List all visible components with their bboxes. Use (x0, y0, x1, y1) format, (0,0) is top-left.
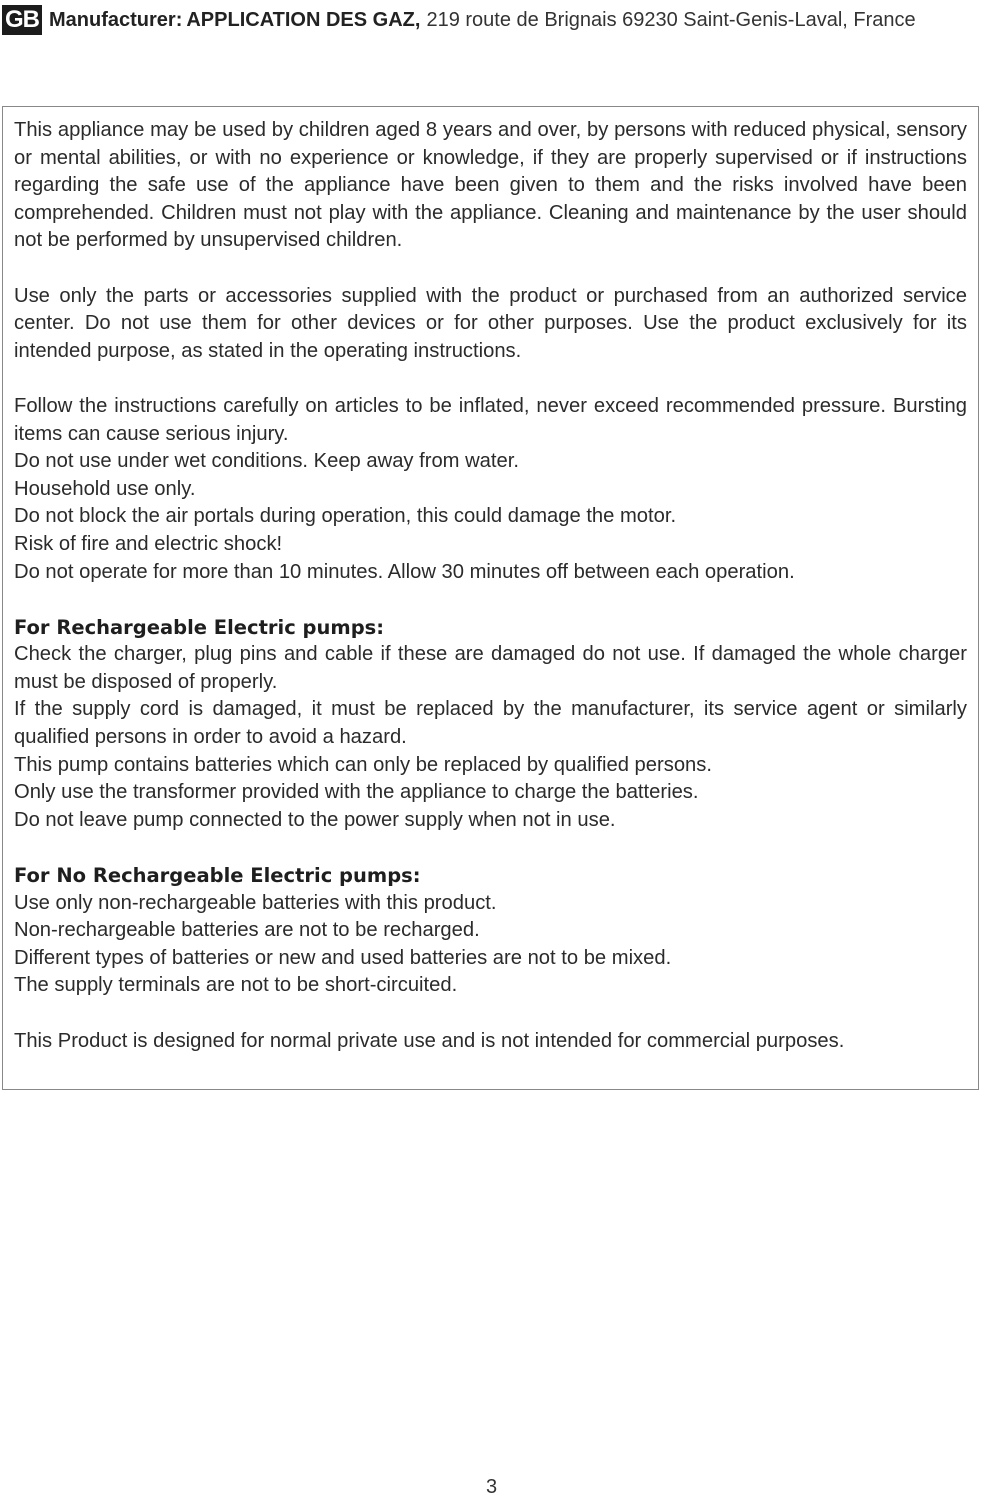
rechargeable-item: Check the charger, plug pins and cable if these are damaged do not use. If damaged the whole charger must be disposed of properly. (14, 643, 967, 693)
warning-air-portals-line: Do not block the air portals during operation, this could damage the motor. (14, 505, 677, 528)
rechargeable-item: Do not leave pump connected to the power supply when not in use. (14, 808, 616, 831)
page-number: 3 (485, 1476, 498, 1498)
rechargeable-item: Only use the transformer provided with the appliance to charge the batteries. (14, 781, 699, 804)
rechargeable-item: This pump contains batteries which can only be replaced by qualified persons. (14, 753, 712, 776)
rechargeable-heading: For Rechargeable Electric pumps: (14, 615, 385, 639)
paragraph-gap (14, 834, 967, 862)
non-rechargeable-heading: For No Rechargeable Electric pumps: (14, 864, 421, 888)
warning-inflation-line: Follow the instructions carefully on articles to be inflated, never exceed recommended pressure. Bursting items can cause serious injury. (14, 394, 967, 445)
paragraph-gap (14, 255, 967, 283)
warning-fire-shock-line: Risk of fire and electric shock! (14, 532, 283, 555)
rechargeable-item: If the supply cord is damaged, it must be replaced by the manufacturer, its service agent or similarly qualified persons in order to avoid a hazard. (14, 698, 967, 749)
manufacturer-address: 219 route de Brignais 69230 Saint-Genis-Laval, France (426, 8, 916, 31)
warning-operation-time-line: Do not operate for more than 10 minutes. Allow 30 minutes off between each operation. (14, 560, 795, 583)
non-rechargeable-item: Use only non-rechargeable batteries with this product. (14, 891, 497, 914)
manufacturer-name: APPLICATION DES GAZ, (186, 8, 421, 31)
warning-children-paragraph: This appliance may be used by children aged 8 years and over, by persons with reduced physical, sensory or mental abilities, or with no experience or knowledge, if they are properly supervised or if instructions regarding the safe use of the appliance have been given to them and the risks involved have been comprehended. Children must not play with the appliance. Cleaning and maintenance by the user should not be performed by unsupervised children. (14, 119, 967, 252)
warning-accessories-paragraph: Use only the parts or accessories supplied with the product or purchased from an authorized service center. Do not use them for other devices or for other purposes. Use the product exclusively for its intended purpose, as stated in the operating instructions. (14, 284, 967, 362)
non-rechargeable-item: Different types of batteries or new and used batteries are not to be mixed. (14, 946, 672, 969)
page-header (2, 4, 916, 36)
non-rechargeable-item: Non-rechargeable batteries are not to be recharged. (14, 919, 480, 942)
warning-household-line: Household use only. (14, 477, 196, 500)
paragraph-gap (14, 1000, 967, 1028)
paragraph-gap (14, 586, 967, 614)
warning-wet-conditions-line: Do not use under wet conditions. Keep away from water. (14, 450, 519, 473)
language-badge: GB (2, 5, 42, 35)
safety-warnings-box (2, 106, 979, 1090)
manufacturer-label: Manufacturer: (49, 8, 183, 31)
paragraph-gap (14, 365, 967, 393)
non-rechargeable-item: The supply terminals are not to be short-circuited. (14, 974, 458, 997)
closing-statement: This Product is designed for normal private use and is not intended for commercial purposes. (14, 1029, 845, 1052)
